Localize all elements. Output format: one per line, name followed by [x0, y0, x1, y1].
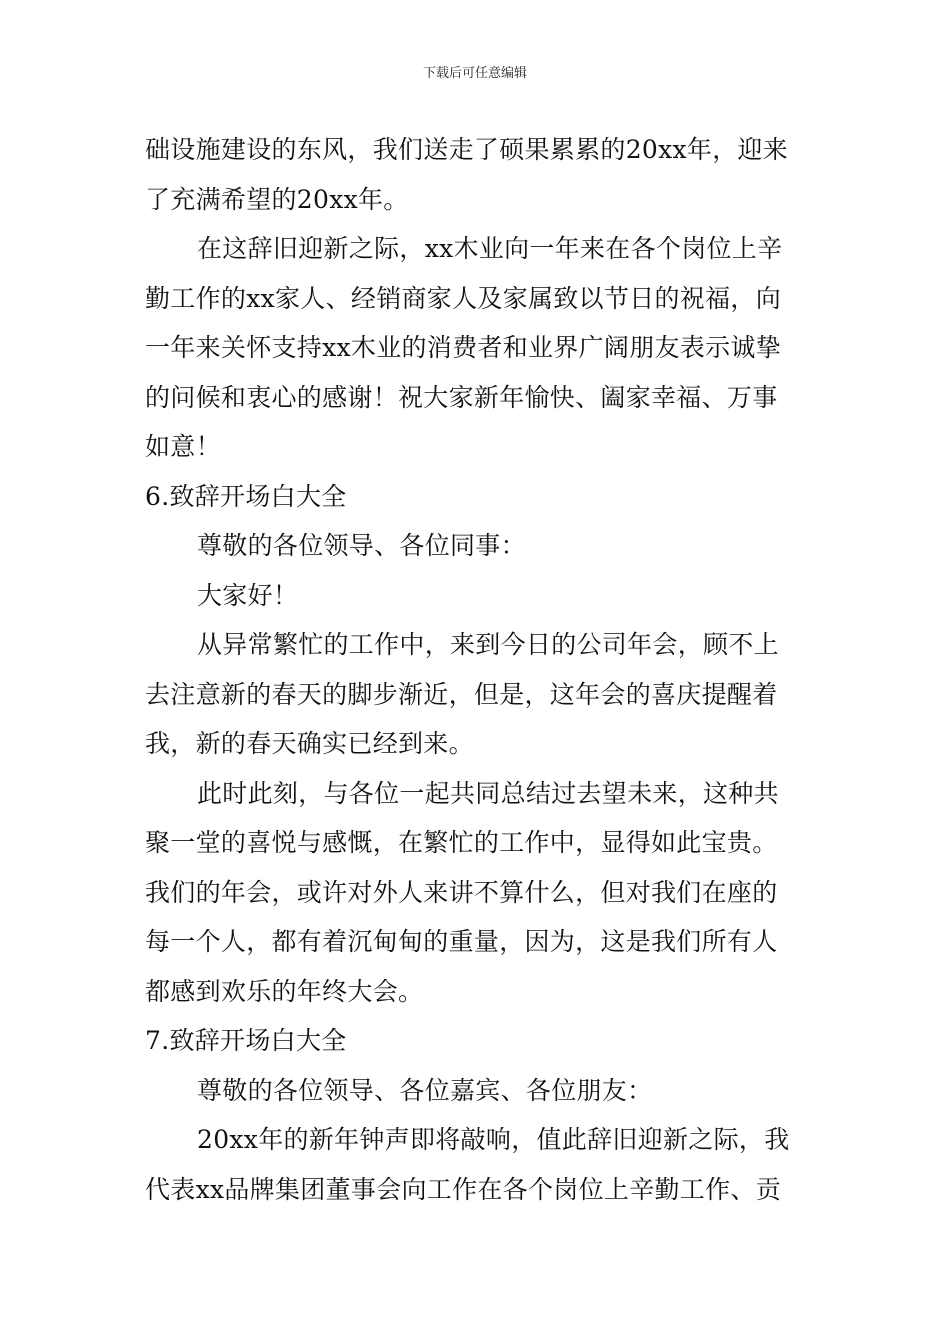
- text-line: 础设施建设的东风，我们送走了硕果累累的20xx年，迎来: [145, 135, 789, 164]
- text-line: 代表xx品牌集团董事会向工作在各个岗位上辛勤工作、贡: [145, 1174, 782, 1204]
- text-line: 尊敬的各位领导、各位同事：: [197, 531, 526, 560]
- text-line: 一年来关怀支持xx木业的消费者和业界广阔朋友表示诚挚: [145, 333, 782, 362]
- text-line: 我，新的春天确实已经到来。: [145, 729, 474, 758]
- section-heading: 6.致辞开场白大全: [145, 481, 347, 511]
- text-line: 从异常繁忙的工作中，来到今日的公司年会，顾不上: [197, 630, 779, 659]
- text-line: 如意！: [145, 432, 221, 461]
- page-header: 下载后可任意编辑: [422, 66, 527, 81]
- text-line: 聚一堂的喜悦与感慨，在繁忙的工作中，显得如此宝贵。: [145, 828, 778, 857]
- text-line: 在这辞旧迎新之际，xx木业向一年来在各个岗位上辛: [197, 234, 783, 263]
- text-line: 我们的年会，或许对外人来讲不算什么，但对我们在座的: [145, 877, 778, 907]
- text-line: 的问候和衷心的感谢！祝大家新年愉快、阖家幸福、万事: [145, 382, 778, 412]
- text-line: 大家好！: [197, 580, 299, 610]
- text-line: 尊敬的各位领导、各位嘉宾、各位朋友：: [197, 1075, 653, 1105]
- text-line: 勤工作的xx家人、经销商家人及家属致以节日的祝福，向: [145, 283, 782, 313]
- text-line: 每一个人，都有着沉甸甸的重量，因为，这是我们所有人: [145, 927, 778, 956]
- text-line: 20xx年的新年钟声即将敲响，值此辞旧迎新之际，我: [197, 1125, 790, 1154]
- text-line: 去注意新的春天的脚步渐近，但是，这年会的喜庆提醒着: [145, 679, 778, 709]
- document-body: [145, 125, 815, 1214]
- text-line: 此时此刻，与各位一起共同总结过去望未来，这种共: [197, 778, 779, 808]
- text-line: 都感到欢乐的年终大会。: [145, 976, 424, 1006]
- section-heading: 7.致辞开场白大全: [145, 1026, 347, 1055]
- text-line: 了充满希望的20xx年。: [145, 184, 409, 214]
